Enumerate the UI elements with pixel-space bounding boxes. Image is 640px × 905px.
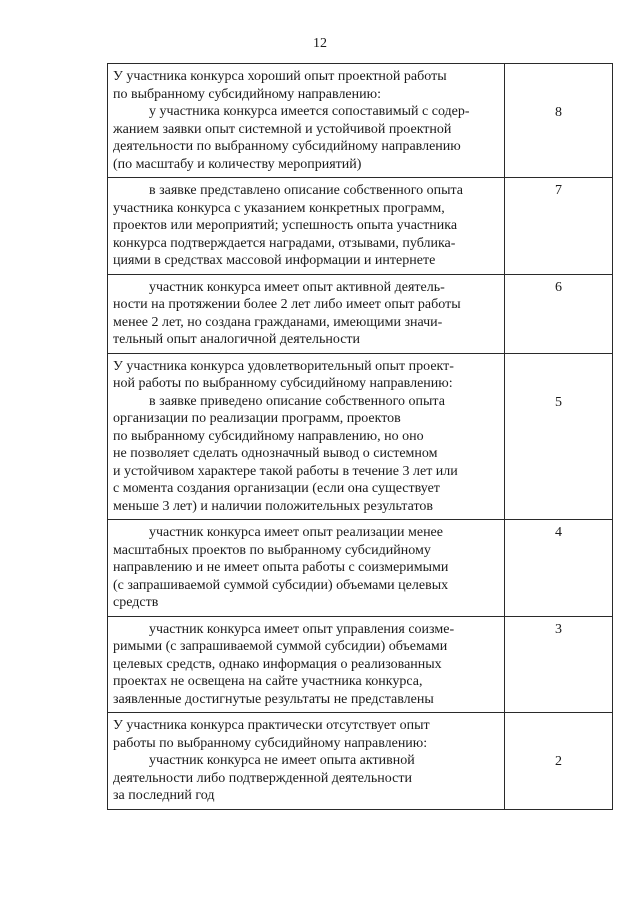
criteria-text-line: работы по выбранному субсидийному направлению: [113,735,428,751]
criteria-text-line: заявленные достигнутые результаты не представлены [113,691,434,707]
criteria-description-cell [108,616,505,713]
criteria-text-line: в заявке представлено описание собственного опыта [149,183,464,198]
criteria-text-line: по выбранному субсидийному направлению: [113,86,381,102]
criteria-text-line: конкурса подтверждается наградами, отзывами, публика- [113,235,456,251]
criteria-text-line: У участника конкурса хороший опыт проектной работы [113,69,447,84]
criteria-text-line: и устойчивом характере такой работы в течение 3 лет или [113,463,458,479]
criteria-text-line: в заявке приведено описание собственного опыта [149,393,445,409]
criteria-description-cell [108,353,505,520]
score-cell [505,64,613,178]
criteria-row [108,616,613,713]
criteria-description-cell [108,713,505,810]
criteria-text-line: У участника конкурса практически отсутствует опыт [113,718,430,733]
criteria-text-line: деятельности по выбранному субсидийному направлению [113,139,461,154]
score-cell [505,520,613,617]
criteria-description-cell [108,64,505,178]
criteria-text-line: циями в средствах массовой информации и интернете [113,253,436,268]
criteria-text-line: с момента создания организации (если она существует [113,481,440,496]
criteria-text-line: менее 2 лет, но создана гражданами, имеющими значи- [113,314,443,330]
criteria-text-line: направлению и не имеет опыта работы с соизмеримыми [113,560,449,575]
criteria-table [107,63,613,810]
criteria-text-line: (с запрашиваемой суммой субсидии) объемами целевых [113,577,449,593]
criteria-text-line: У участника конкурса удовлетворительный опыт проект- [113,358,454,374]
score-value: 3 [555,621,562,637]
criteria-row [108,274,613,353]
score-value: 6 [555,279,562,295]
criteria-text-line: не позволяет сделать однозначный вывод о системном [113,446,438,461]
criteria-text-line: меньше 3 лет) и наличии положительных результатов [113,498,433,514]
criteria-text-line: проектах не освещена на сайте участника конкурса, [113,674,423,689]
criteria-text-line: участник конкурса не имеет опыта активной [149,753,415,768]
criteria-description-cell [108,520,505,617]
score-cell [505,274,613,353]
criteria-text-line: участника конкурса с указанием конкретных программ, [113,200,445,216]
criteria-text-line: участник конкурса имеет опыт управления соизме- [149,621,455,637]
criteria-text-line: жанием заявки опыт системной и устойчивой проектной [113,121,452,137]
score-cell [505,616,613,713]
criteria-description-cell [108,178,505,275]
criteria-text-line: (по масштабу и количеству мероприятий) [113,156,362,172]
criteria-text-line: тельный опыт аналогичной деятельности [113,332,361,347]
criteria-text-line: средств [113,595,159,610]
criteria-text-line: у участника конкурса имеется сопоставимый с содер- [149,104,470,119]
criteria-row [108,713,613,810]
score-cell [505,353,613,520]
score-cell [505,178,613,275]
criteria-row [108,178,613,275]
criteria-text-line: за последний год [113,788,215,803]
criteria-text-line: участник конкурса имеет опыт активной деятель- [149,279,445,295]
criteria-description-cell [108,274,505,353]
criteria-text-line: масштабных проектов по выбранному субсидийному [113,542,431,558]
page-number: 12 [313,36,327,51]
criteria-text-line: организации по реализации программ, проектов [113,411,401,426]
criteria-row [108,520,613,617]
criteria-text-line: участник конкурса имеет опыт реализации менее [149,525,443,540]
score-value: 2 [555,754,562,769]
criteria-text-line: ной работы по выбранному субсидийному направлению: [113,376,453,391]
score-value: 8 [555,105,562,120]
criteria-text-line: целевых средств, однако информация о реализованных [113,656,442,672]
criteria-text-line: римыми (с запрашиваемой суммой субсидии) объемами [113,639,448,654]
criteria-table-body [108,64,613,810]
score-cell [505,713,613,810]
score-value: 5 [555,394,562,410]
criteria-text-line: проектов или мероприятий; успешность опыта участника [113,218,458,233]
score-value: 4 [555,525,562,540]
criteria-row [108,353,613,520]
criteria-text-line: по выбранному субсидийному направлению, но оно [113,428,424,444]
criteria-text-line: деятельности либо подтвержденной деятельности [113,770,412,786]
criteria-row [108,64,613,178]
score-value: 7 [555,183,562,198]
criteria-text-line: ности на протяжении более 2 лет либо имеет опыт работы [113,297,461,312]
